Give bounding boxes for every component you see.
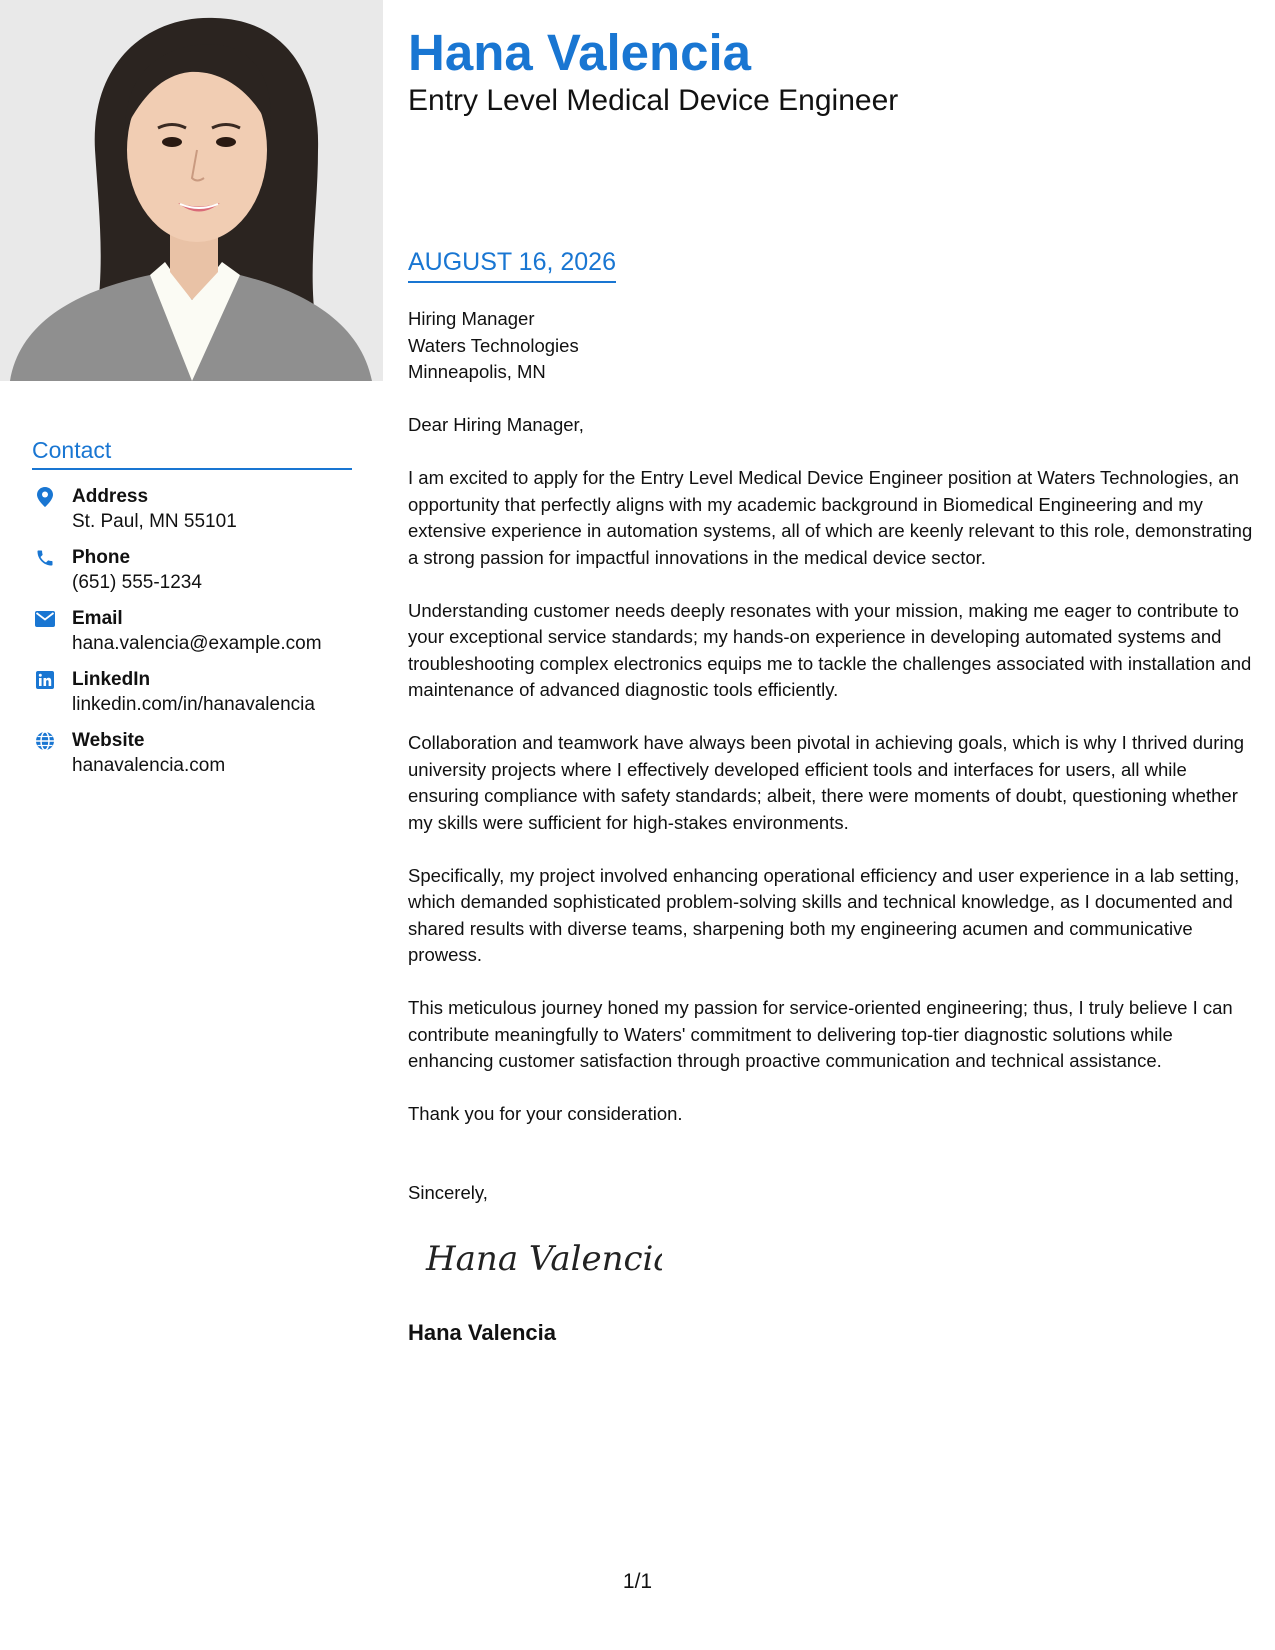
contact-address	[32, 484, 352, 534]
contact-heading: Contact	[32, 437, 352, 470]
contact-phone	[32, 545, 352, 595]
body-paragraph: Understanding customer needs deeply resonates with your mission, making me eager to contribute to your exceptional service standards; my hands-on experience in developing automated systems and troubleshooting complex electronics equips me to tackle the challenges associated with installation and maintenance of advanced diagnostic tools efficiently.	[408, 599, 1252, 700]
linkedin-icon	[34, 669, 56, 691]
closing-text: Sincerely,	[408, 1182, 488, 1203]
contact-label: Phone	[72, 547, 131, 568]
linkedin-value[interactable]: linkedin.com/in/hanavalencia	[72, 694, 315, 715]
svg-text:Hana Valencia: Hana Valencia	[426, 1239, 662, 1279]
body-paragraph: I am excited to apply for the Entry Level Medical Device Engineer position at Waters Technologies, an opportunity that perfectly aligns with my academic background in Biomedical Engineering and my extensive experience in automation systems, all of which are keenly relevant to this role, demonstrating a strong passion for impactful innovations in the medical device sector.	[408, 467, 1253, 568]
contact-label: Address	[72, 486, 149, 507]
body-paragraph: Thank you for your consideration.	[408, 1103, 683, 1124]
address-value: St. Paul, MN 55101	[72, 511, 237, 532]
signed-name: Hana Valencia	[408, 1320, 556, 1345]
candidate-title: Entry Level Medical Device Engineer	[408, 84, 899, 117]
profile-photo	[0, 0, 383, 381]
globe-icon	[34, 730, 56, 752]
candidate-name: Hana Valencia	[408, 24, 752, 81]
email-icon	[34, 608, 56, 630]
letter-date: AUGUST 16, 2026	[408, 248, 616, 283]
handwritten-signature	[422, 1228, 662, 1288]
recipient-line: Minneapolis, MN	[408, 361, 546, 382]
contact-label: LinkedIn	[72, 669, 151, 690]
email-value[interactable]: hana.valencia@example.com	[72, 633, 322, 654]
phone-icon	[34, 547, 56, 569]
letter-body	[408, 412, 1253, 1154]
salutation: Dear Hiring Manager,	[408, 414, 584, 435]
contact-email	[32, 606, 352, 656]
recipient-block	[408, 306, 579, 386]
phone-value: (651) 555-1234	[72, 572, 202, 593]
body-paragraph: Collaboration and teamwork have always been pivotal in achieving goals, which is why I thrived during university projects where I effectively developed efficient tools and interfaces for users, all while ensuring compliance with safety standards; albeit, there were moments of doubt, questioning whether my skills were sufficient for high-stakes environments.	[408, 732, 1245, 833]
contact-label: Email	[72, 608, 123, 629]
recipient-line: Waters Technologies	[408, 334, 579, 356]
body-paragraph: Specifically, my project involved enhancing operational efficiency and user experience in a lab setting, which demanded sophisticated problem-solving skills and technical knowledge, as I documented and shared results with diverse teams, sharpening both my engineering acumen and communicative prowess.	[408, 864, 1240, 965]
recipient-line: Hiring Manager	[408, 308, 535, 329]
website-value[interactable]: hanavalencia.com	[72, 755, 226, 776]
contact-section	[32, 437, 352, 789]
location-pin-icon	[34, 486, 56, 508]
contact-linkedin	[32, 667, 352, 717]
page-number: 1/1	[622, 1570, 653, 1593]
contact-label: Website	[72, 730, 145, 751]
body-paragraph: This meticulous journey honed my passion for service-oriented engineering; thus, I truly believe I can contribute meaningfully to Waters' commitment to delivering top-tier diagnostic solutions while enhancing customer satisfaction through proactive communication and technical assistance.	[408, 997, 1233, 1071]
contact-website	[32, 728, 352, 778]
